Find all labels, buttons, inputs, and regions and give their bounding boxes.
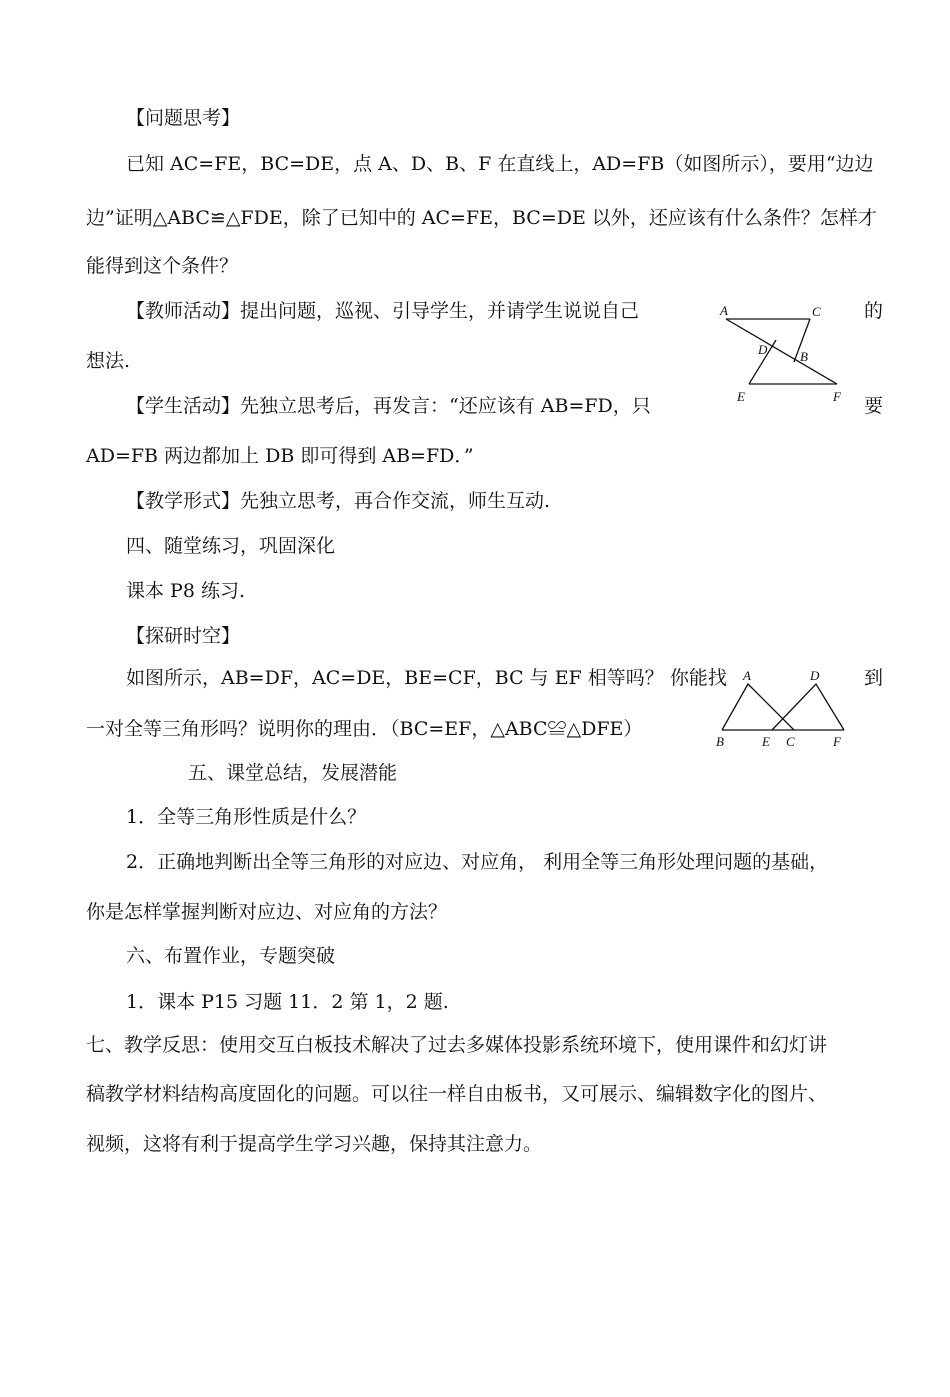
- figure2-triangle-def: [772, 684, 844, 730]
- figure1-label-d: D: [758, 342, 768, 357]
- paragraph-line: 【教学形式】先独立思考，再合作交流，师生互动.: [126, 490, 551, 512]
- paragraph-line: 想法.: [86, 350, 131, 372]
- paragraph-line: 1．课本 P15 习题 11．2 第 1，2 题.: [126, 991, 449, 1013]
- paragraph-line: 边”证明△ABC≌△FDE，除了已知中的 AC=FE，BC=DE 以外，还应该有什么条件？怎样才: [86, 207, 877, 229]
- figure2-label-f: F: [833, 734, 841, 749]
- figure1-label-c: C: [812, 304, 821, 319]
- figure1-label-e: E: [737, 389, 745, 404]
- paragraph-line: 你是怎样掌握判断对应边、对应角的方法？: [86, 901, 448, 923]
- figure2-label-d: D: [810, 668, 820, 683]
- figure1-label-f: F: [833, 389, 841, 404]
- figure1-label-b: B: [800, 349, 808, 364]
- paragraph-line: 七、教学反思：使用交互白板技术解决了过去多媒体投影系统环境下，使用课件和幻灯讲: [86, 1034, 828, 1056]
- paragraph-line: 如图所示，AB=DF，AC=DE，BE=CF，BC 与 EF 相等吗？ 你能找: [126, 667, 727, 689]
- heading-problem-thinking: 【问题思考】: [126, 107, 241, 129]
- geometry-figure-1: [716, 300, 866, 406]
- paragraph-line: 已知 AC=FE，BC=DE，点 A、D、B、F 在直线上，AD=FB（如图所示），要用“边边: [126, 153, 874, 175]
- paragraph-line: 【教师活动】提出问题，巡视、引导学生，并请学生说说自己: [126, 300, 640, 322]
- paragraph-line: 要: [864, 395, 884, 417]
- paragraph-line: AD=FB 两边都加上 DB 即可得到 AB=FD．”: [86, 445, 474, 467]
- figure2-label-e: E: [762, 734, 770, 749]
- geometry-figure-2: [710, 666, 860, 752]
- figure1-line-af: [726, 319, 837, 384]
- paragraph-line: 【学生活动】先独立思考后，再发言：“还应该有 AB=FD，只: [126, 395, 651, 417]
- paragraph-line: 课本 P8 练习.: [126, 580, 245, 602]
- figure1-label-a: A: [720, 303, 728, 318]
- figure2-label-b: B: [716, 734, 724, 749]
- paragraph-line: 一对全等三角形吗？说明你的理由．（BC=EF，△ABC≌△DFE）: [86, 718, 643, 740]
- paragraph-line: 稿教学材料结构高度固化的问题。可以往一样自由板书，又可展示、编辑数字化的图片、: [86, 1083, 828, 1105]
- section-heading: 六、布置作业，专题突破: [126, 945, 336, 967]
- paragraph-line: 视频，这将有利于提高学生学习兴趣，保持其注意力。: [86, 1133, 543, 1155]
- figure2-label-c: C: [786, 734, 795, 749]
- paragraph-line: 2．正确地判断出全等三角形的对应边、对应角， 利用全等三角形处理问题的基础，: [126, 851, 829, 873]
- section-heading: 四、随堂练习，巩固深化: [126, 535, 336, 557]
- paragraph-line: 能得到这个条件？: [86, 255, 239, 277]
- figure2-triangle-abc: [722, 684, 794, 730]
- paragraph-line: 1．全等三角形性质是什么？: [126, 806, 367, 828]
- heading-exploration: 【探研时空】: [126, 625, 241, 647]
- figure2-label-a: A: [743, 668, 751, 683]
- paragraph-line: 的: [864, 300, 884, 322]
- paragraph-line: 到: [864, 667, 884, 689]
- section-heading: 五、课堂总结，发展潜能: [188, 762, 398, 784]
